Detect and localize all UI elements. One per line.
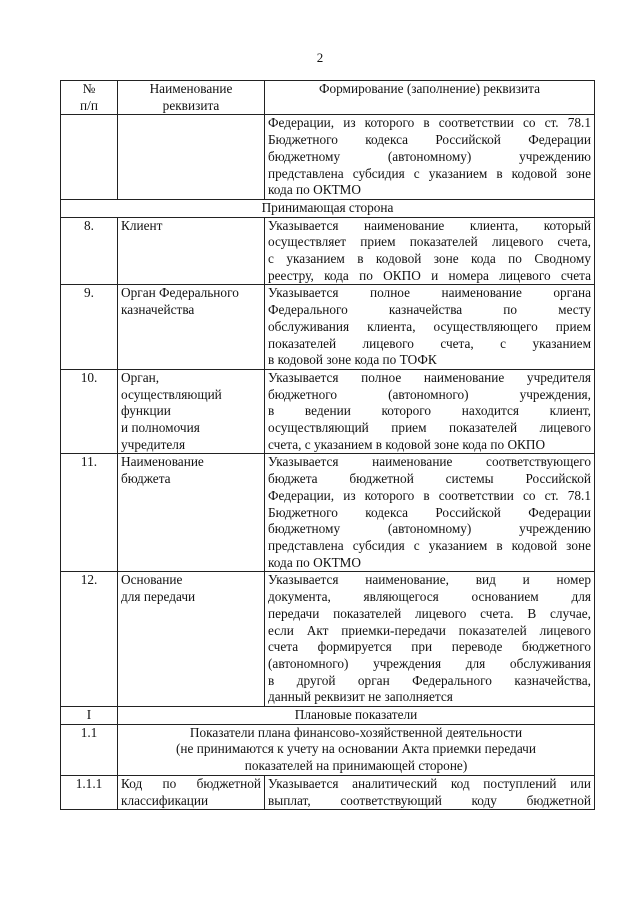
row-num: 1.1.1 (61, 775, 118, 809)
section-receiving-title: Принимающая сторона (61, 199, 595, 217)
table-row-11 (61, 454, 595, 572)
row-name: Код по бюджетной классификации (118, 775, 265, 809)
row-num: 11. (61, 454, 118, 572)
row-name: Наименование бюджета (118, 454, 265, 572)
row-desc: Указывается аналитический код поступлений или выплат, соответствующий коду бюджетной (265, 775, 595, 809)
header-name: Наименование реквизита (118, 81, 265, 115)
row-name: Основание для передачи (118, 572, 265, 707)
header-desc: Формирование (заполнение) реквизита (265, 81, 595, 115)
table-row-8 (61, 217, 595, 285)
row-num: 10. (61, 369, 118, 454)
row-desc: Указывается наименование, вид и номер документа, являющегося основанием для передачи показателей лицевого счета. В случае, если Акт приемки-передачи показателей лицевого счета формируется при переводе бюджетного (автономного) учреждения для обслуживания в другой орган Федерального казначейства, данный реквизит не заполняется (265, 572, 595, 707)
header-num: № п/п (61, 81, 118, 115)
table-row-10 (61, 369, 595, 454)
table-row-9 (61, 285, 595, 370)
row-desc: Указывается полное наименование учредителя бюджетного (автономного) учреждения, в ведении которого находится клиент, осуществляющий прием показателей лицевого счета, с указанием в кодовой зоне кода по ОКПО (265, 369, 595, 454)
row-desc: Указывается полное наименование органа Федерального казначейства по месту обслуживания клиента, осуществляющего прием показателей лицевого счета, с указанием в кодовой зоне кода по ТОФК (265, 285, 595, 370)
row-desc: Указывается наименование клиента, который осуществляет прием показателей лицевого счета, с указанием в кодовой зоне кода по Сводному реестру, кода по ОКПО и номера лицевого счета (265, 217, 595, 285)
table-row-1-1-1 (61, 775, 595, 809)
section-planned-row (61, 707, 595, 725)
row-name: Орган, осуществляющий функции и полномочия учредителя (118, 369, 265, 454)
subsection-1-1-row (61, 724, 595, 775)
row-name: Орган Федерального казначейства (118, 285, 265, 370)
page-number: 2 (316, 50, 324, 65)
section-planned-num: I (61, 707, 118, 725)
table-row-continuation (61, 115, 595, 200)
subsection-1-1-num: 1.1 (61, 724, 118, 775)
row-desc: Указывается наименование соответствующего бюджета бюджетной системы Российской Федерации, из которого в соответствии со ст. 78.1 Бюджетного кодекса Российской Федерации бюджетному (автономному) учреждению представлена субсидия с указанием в кодовой зоне кода по ОКТМО (265, 454, 595, 572)
row-name: Клиент (118, 217, 265, 285)
row-num: 9. (61, 285, 118, 370)
table-header-row (61, 81, 595, 115)
row-num: 12. (61, 572, 118, 707)
requisites-table (60, 80, 595, 810)
section-receiving-row (61, 199, 595, 217)
row-num: 8. (61, 217, 118, 285)
section-planned-title: Плановые показатели (118, 707, 595, 725)
table-row-12 (61, 572, 595, 707)
continuation-desc: Федерации, из которого в соответствии со ст. 78.1 Бюджетного кодекса Российской Федерации бюджетному (автономному) учреждению представлена субсидия с указанием в кодовой зоне кода по ОКТМО (265, 115, 595, 200)
subsection-1-1-title: Показатели плана финансово-хозяйственной деятельности (не принимаются к учету на основании Акта приемки передачи показателей на принимающей стороне) (118, 724, 595, 775)
